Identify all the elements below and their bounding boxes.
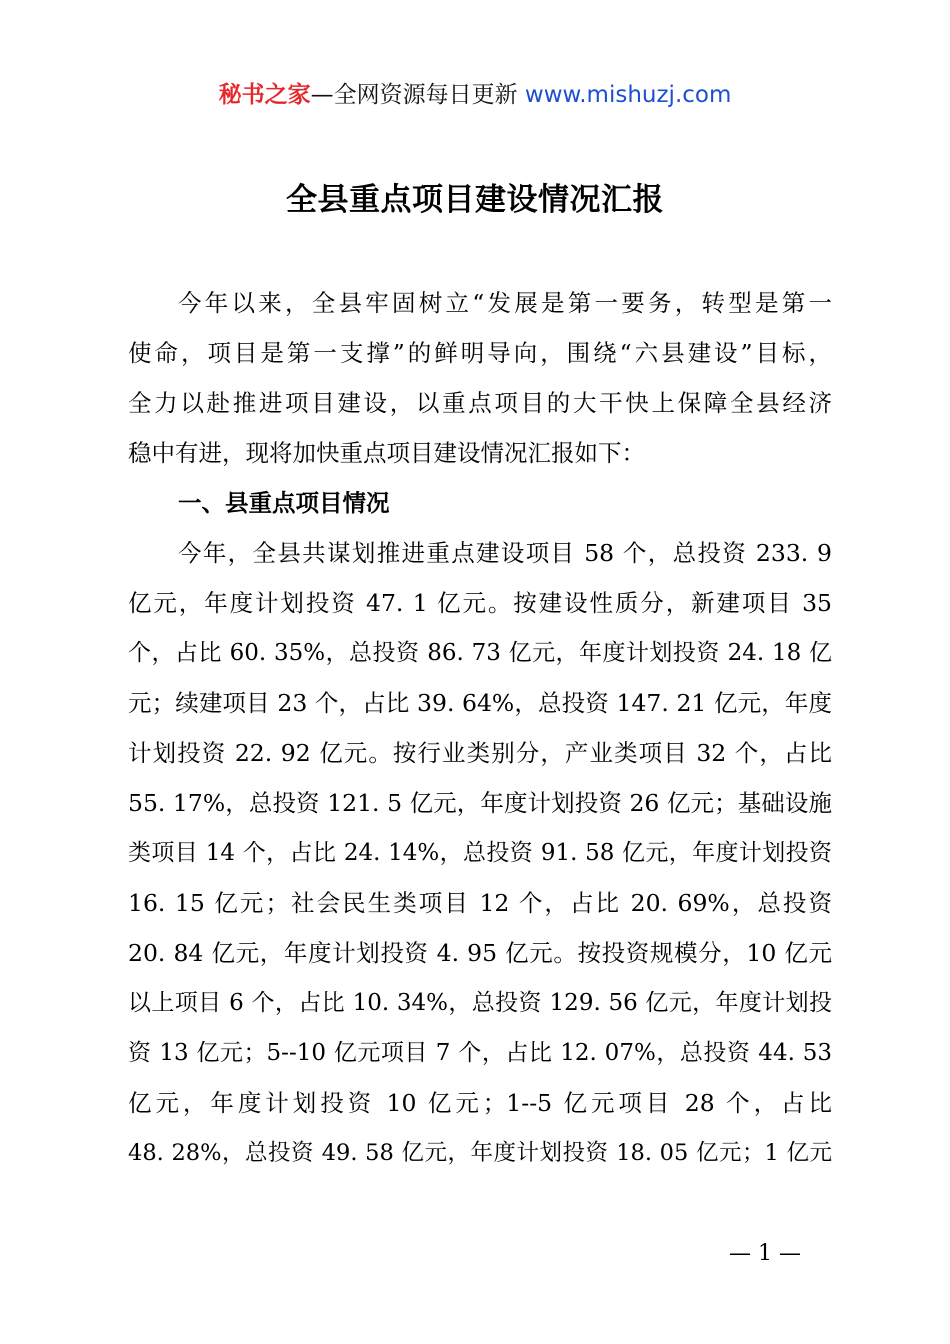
paragraph-line: 计划投资 22. 92 亿元。按行业类别分，产业类项目 32 个，占比 <box>128 739 832 767</box>
paragraph-line: 稳中有进，现将加快重点项目建设情况汇报如下： <box>128 439 645 467</box>
paragraph-line: 今年以来，全县牢固树立“发展是第一要务，转型是第一 <box>178 289 832 317</box>
paragraph-line: 使命，项目是第一支撑”的鲜明导向，围绕“六县建设”目标， <box>128 339 832 367</box>
section-heading: 一、县重点项目情况 <box>178 489 390 517</box>
brand-name: 秘书之家 <box>218 82 311 108</box>
page-number: — 1 — <box>729 1241 801 1266</box>
paragraph-line: 元；续建项目 23 个，占比 39. 64%，总投资 147. 21 亿元，年度 <box>128 689 832 717</box>
paragraph-line: 个，占比 60. 35%，总投资 86. 73 亿元，年度计划投资 24. 18 亿 <box>128 640 832 666</box>
paragraph-line: 全力以赴推进项目建设，以重点项目的大干快上保障全县经济 <box>128 389 832 417</box>
header-slogan: —全网资源每日更新 <box>310 82 525 108</box>
paragraph-line: 55. 17%，总投资 121. 5 亿元，年度计划投资 26 亿元；基础设施 <box>128 789 832 817</box>
paragraph-line: 今年，全县共谋划推进重点建设项目 58 个，总投资 233. 9 <box>178 539 832 567</box>
paragraph-line: 20. 84 亿元，年度计划投资 4. 95 亿元。按投资规模分，10 亿元 <box>128 939 832 967</box>
paragraph-line: 亿元，年度计划投资 10 亿元；1--5 亿元项目 28 个，占比 <box>128 1089 832 1117</box>
site-header <box>0 80 950 110</box>
paragraph-line: 16. 15 亿元；社会民生类项目 12 个，占比 20. 69%，总投资 <box>128 889 832 917</box>
paragraph-line: 亿元，年度计划投资 47. 1 亿元。按建设性质分，新建项目 35 <box>128 589 832 617</box>
paragraph-line: 48. 28%，总投资 49. 58 亿元，年度计划投资 18. 05 亿元；1 亿元 <box>128 1140 832 1166</box>
paragraph-line: 以上项目 6 个，占比 10. 34%，总投资 129. 56 亿元，年度计划投 <box>128 990 832 1016</box>
paragraph-line: 资 13 亿元；5--10 亿元项目 7 个，占比 12. 07%，总投资 44. 53 <box>128 1040 832 1066</box>
site-url-link[interactable]: www.mishuzj.com <box>524 82 732 108</box>
document-title: 全县重点项目建设情况汇报 <box>286 182 664 218</box>
paragraph-line: 类项目 14 个，占比 24. 14%，总投资 91. 58 亿元，年度计划投资 <box>128 840 832 866</box>
